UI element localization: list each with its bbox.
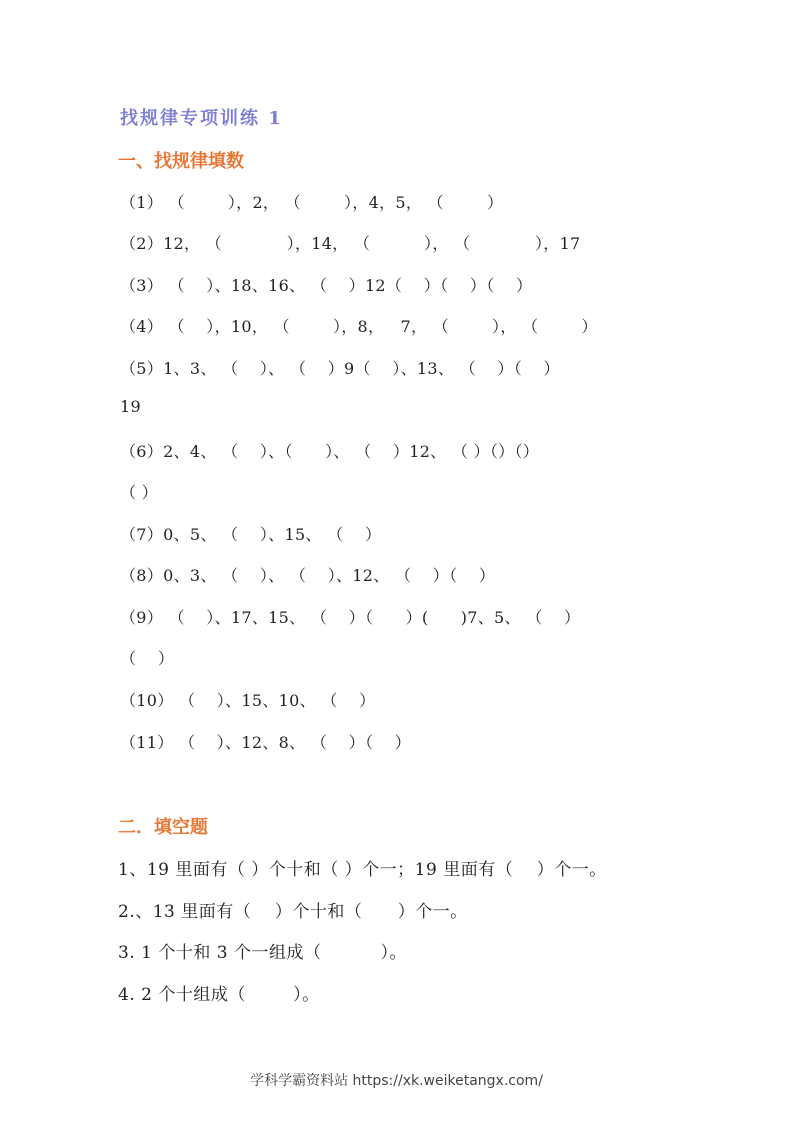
fill-blank-item-3: 3. 1 个十和 3 个一组成（ ）。 — [118, 943, 408, 963]
footer-watermark: 学科学霸资料站 https://xk.weiketangx.com/ — [250, 1073, 543, 1089]
pattern-item-6: （6）2、4、 （ ）、（ ）、 （ ）12、 （ ）（）（） — [120, 442, 540, 461]
fill-blank-item-1: 1、19 里面有（ ）个十和（ ）个一；19 里面有（ ）个一。 — [118, 860, 607, 880]
section2-heading: 二．填空题 — [118, 817, 208, 838]
pattern-item-2: （2）12， （ ），14， （ ）， （ ），17 — [120, 234, 581, 253]
pattern-item-5-continued: 19 — [120, 397, 141, 416]
pattern-item-9-continued: （ ） — [120, 649, 175, 668]
pattern-item-11: （11） （ ）、12、8、 （ ）（ ） — [120, 733, 412, 752]
pattern-item-5: （5）1、3、 （ ）、 （ ）9（ ）、13、 （ ）（ ） — [120, 359, 560, 378]
pattern-item-7: （7）0、5、 （ ）、15、 （ ） — [120, 525, 382, 544]
pattern-item-4: （4） （ ），10， （ ），8， 7， （ ）， （ ） — [120, 317, 598, 336]
pattern-item-8: （8）0、3、 （ ）、 （ ）、12、 （ ）（ ） — [120, 566, 496, 585]
pattern-item-1: （1） （ ），2， （ ），4，5， （ ） — [120, 193, 504, 212]
pattern-item-6-continued: （ ） — [120, 483, 158, 502]
section1-heading: 一、找规律填数 — [118, 151, 244, 172]
worksheet-title: 找规律专项训练 1 — [120, 108, 283, 129]
pattern-item-9: （9） （ ）、17、15、 （ ）（ ）( )7、5、 （ ） — [120, 608, 581, 627]
fill-blank-item-4: 4. 2 个十组成（ ）。 — [118, 985, 320, 1005]
pattern-item-3: （3） （ ）、18、16、 （ ）12（ ）（ ）（ ） — [120, 276, 533, 295]
pattern-item-10: （10） （ ）、15、10、 （ ） — [120, 691, 376, 710]
fill-blank-item-2: 2.、13 里面有（ ）个十和（ ）个一。 — [118, 902, 468, 922]
